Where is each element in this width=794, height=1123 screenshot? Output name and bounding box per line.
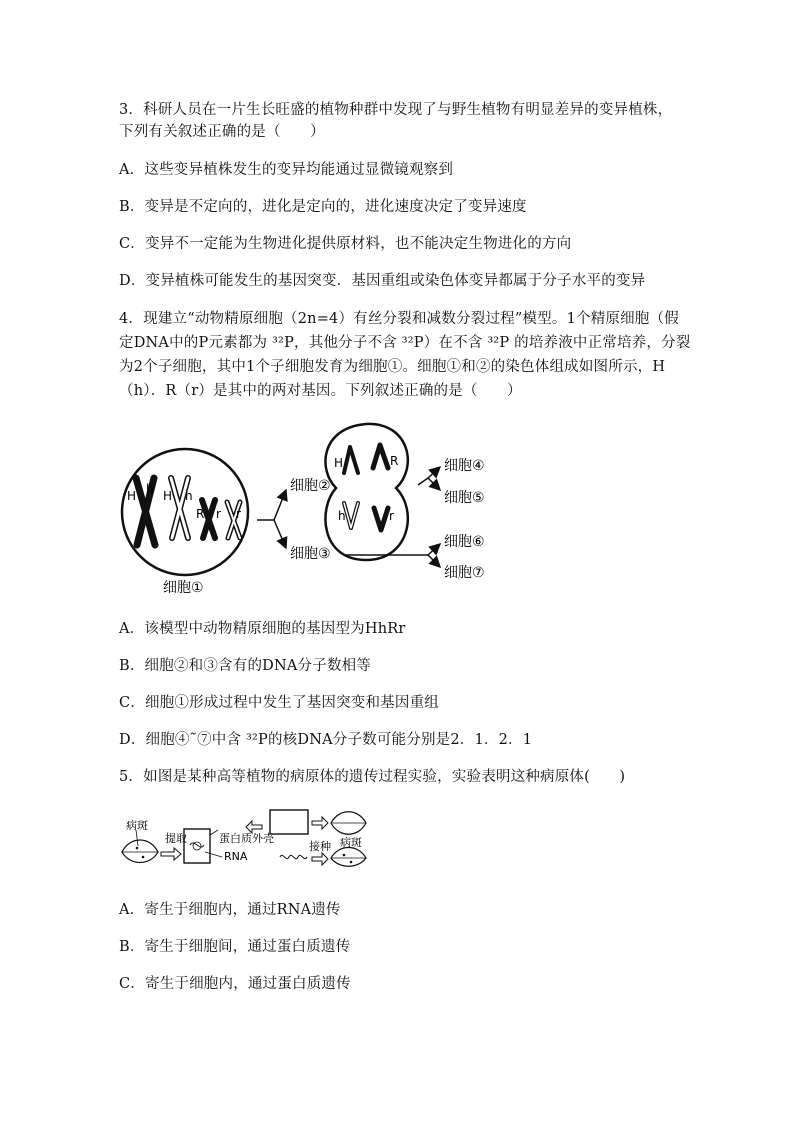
- lesion-label: 病斑: [340, 836, 362, 849]
- gene-label: R: [196, 507, 205, 521]
- cell-1-label: 细胞①: [163, 580, 204, 596]
- gene-label: r: [216, 507, 221, 521]
- cell-7-label: 细胞⑦: [444, 565, 485, 581]
- q3-option-d: D．变异植株可能发生的基因突变．基因重组或染色体变异都属于分子水平的变异: [119, 273, 646, 289]
- q4-option-b: B．细胞②和③含有的DNA分子数相等: [119, 658, 372, 674]
- gene-label: H: [334, 456, 344, 470]
- q4-option-a: A．该模型中动物精原细胞的基因型为HhRr: [119, 621, 406, 637]
- protein-coat-label: 蛋白质外壳: [219, 832, 274, 845]
- q3-option-c: C．变异不一定能为生物进化提供原材料，也不能决定生物进化的方向: [119, 236, 572, 252]
- q5-stem: 5．如图是某种高等植物的病原体的遗传过程实验，实验表明这种病原体( ): [119, 769, 626, 785]
- q5-option-c: C．寄生于细胞内，通过蛋白质遗传: [119, 976, 351, 992]
- gene-label: h: [185, 489, 193, 503]
- cell-5-label: 细胞⑤: [444, 490, 485, 506]
- gene-label: H: [163, 489, 173, 503]
- cell-6-label: 细胞⑥: [444, 534, 485, 550]
- lesion-label: 病斑: [126, 819, 148, 832]
- q3-stem-line1: 3．科研人员在一片生长旺盛的植物种群中发现了与野生植物有明显差异的变异植株，: [119, 102, 673, 118]
- gene-label: h: [146, 482, 154, 496]
- q4-stem-line4: （h）．R（r）是其中的两对基因。下列叙述正确的是（ ）: [119, 383, 522, 399]
- extract-label: 提取: [165, 832, 187, 845]
- gene-label: r: [236, 507, 241, 521]
- q4-option-d: D．细胞④˜⑦中含 ³²P的核DNA分子数可能分别是2．1．2．1: [119, 732, 533, 748]
- q3-option-a: A．这些变异植株发生的变异均能通过显微镜观察到: [119, 162, 454, 178]
- q4-option-c: C．细胞①形成过程中发生了基因突变和基因重组: [119, 695, 439, 711]
- q5-option-a: A．寄生于细胞内，通过RNA遗传: [119, 902, 341, 918]
- cell-division-figure: [115, 415, 515, 605]
- rna-label: RNA: [224, 850, 248, 863]
- cell-3-label: 细胞③: [290, 546, 331, 562]
- q3-stem-line2: 下列有关叙述正确的是（ ）: [119, 124, 325, 140]
- gene-label: H: [127, 489, 137, 503]
- q4-stem-line3: 为2个子细胞，其中1个子细胞发育为细胞①。细胞①和②的染色体组成如图所示，H: [119, 359, 666, 375]
- cell-4-label: 细胞④: [444, 458, 485, 474]
- q4-stem-line1: 4．现建立“动物精原细胞（2n=4）有丝分裂和减数分裂过程”模型。1个精原细胞（假: [119, 311, 679, 327]
- cell-2-label: 细胞②: [290, 478, 331, 494]
- q3-option-b: B．变异是不定向的，进化是定向的，进化速度决定了变异速度: [119, 199, 527, 215]
- gene-label: r: [389, 509, 394, 523]
- q4-stem-line2: 定DNA中的P元素都为 ³²P，其他分子不含 ³²P）在不含 ³²P 的培养液中正常培养，分裂: [119, 335, 691, 351]
- q5-option-b: B．寄生于细胞间，通过蛋白质遗传: [119, 939, 351, 955]
- pathogen-experiment-figure: [115, 805, 375, 870]
- inoculate-label: 接种: [309, 840, 331, 853]
- gene-label: h: [338, 509, 346, 523]
- gene-label: R: [390, 454, 399, 468]
